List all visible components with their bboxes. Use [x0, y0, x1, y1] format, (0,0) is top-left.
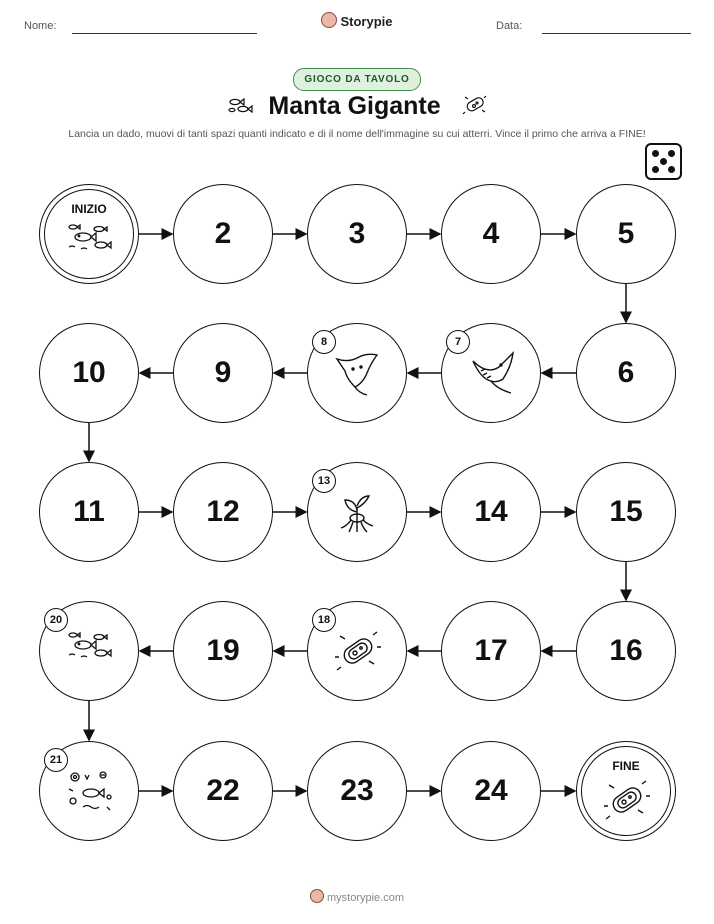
board-space-23 [307, 741, 407, 841]
instructions: Lancia un dado, muovi di tanti spazi quanti indicato e di il nome dell'immagine su cui atterri. Vince il primo che arriva a FINE! [68, 128, 646, 140]
board-space-15 [576, 462, 676, 562]
board-space-5 [576, 184, 676, 284]
space-number: 6 [617, 356, 635, 389]
title-text: Manta Gigante [268, 92, 441, 120]
sprout-icon [333, 488, 381, 536]
space-number: 3 [348, 217, 366, 250]
board-space-24 [441, 741, 541, 841]
space-number-tag: 13 [312, 469, 336, 493]
space-number: 17 [474, 634, 508, 667]
space-number: 15 [609, 495, 643, 528]
space-number-tag: 20 [44, 608, 68, 632]
space-number: 2 [214, 217, 232, 250]
stingray-icon [333, 349, 381, 397]
space-number: 5 [617, 217, 635, 250]
finish-space [576, 741, 676, 841]
bacterium-icon [333, 627, 381, 675]
brand-name: Storypie [340, 14, 393, 29]
space-number-tag: 8 [312, 330, 336, 354]
board-space-8 [307, 323, 407, 423]
start-label: INIZIO [71, 202, 107, 216]
start-space [39, 184, 139, 284]
game-type-badge: GIOCO DA TAVOLO [293, 68, 421, 91]
space-number: 4 [482, 217, 500, 250]
footer-url: mystorypie.com [326, 892, 405, 904]
space-number: 11 [73, 495, 105, 528]
date-label: Data: [496, 20, 523, 32]
board-space-13 [307, 462, 407, 562]
space-number: 23 [340, 774, 374, 807]
space-number-tag: 7 [446, 330, 470, 354]
board-space-10 [39, 323, 139, 423]
space-number: 12 [206, 495, 240, 528]
board-space-20 [39, 601, 139, 701]
board-space-22 [173, 741, 273, 841]
space-number: 22 [206, 774, 240, 807]
board-space-19 [173, 601, 273, 701]
board-space-12 [173, 462, 273, 562]
fish-school-icon [65, 627, 113, 675]
board-space-17 [441, 601, 541, 701]
board-space-6 [576, 323, 676, 423]
board-space-14 [441, 462, 541, 562]
space-number: 24 [474, 774, 508, 807]
board-space-9 [173, 323, 273, 423]
footer [0, 889, 714, 904]
board-space-4 [441, 184, 541, 284]
space-number: 9 [214, 356, 232, 389]
bear-icon [310, 889, 324, 903]
finish-label: FINE [612, 759, 640, 773]
manta-ray-icon [467, 349, 515, 397]
board-space-7 [441, 323, 541, 423]
space-number: 14 [474, 495, 508, 528]
space-number: 16 [609, 634, 643, 667]
fish-school-icon [65, 219, 113, 267]
board-space-21 [39, 741, 139, 841]
board-space-16 [576, 601, 676, 701]
bacterium-icon [602, 776, 650, 824]
board-space-11 [39, 462, 139, 562]
space-number: 10 [72, 356, 106, 389]
board-space-18 [307, 601, 407, 701]
plankton-icon [65, 767, 113, 815]
board-space-3 [307, 184, 407, 284]
board-space-2 [173, 184, 273, 284]
space-number-tag: 21 [44, 748, 68, 772]
space-number-tag: 18 [312, 608, 336, 632]
name-label: Nome: [24, 20, 57, 32]
space-number: 19 [206, 634, 240, 667]
